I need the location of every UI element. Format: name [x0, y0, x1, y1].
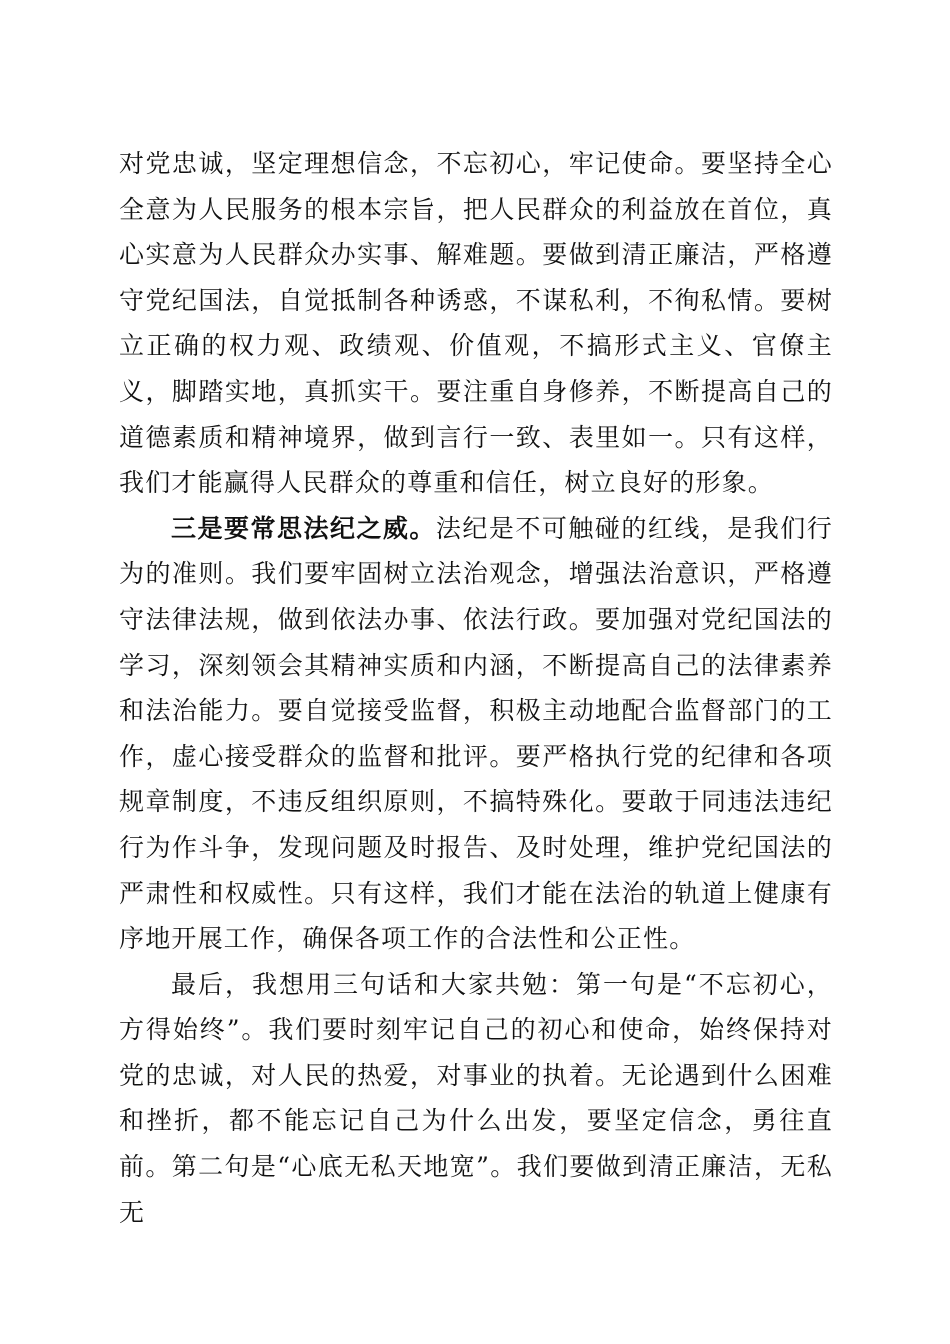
- paragraph-text: 法纪是不可触碰的红线，是我们行为的准则。我们要牢固树立法治观念，增强法治意识，严格遵守法律法规，做到依法办事、依法行政。要加强对党纪国法的学习，深刻领会其精神实质和内涵，不断提高自己的法律素养和法治能力。要自觉接受监督，积极主动地配合监督部门的工作，虚心接受群众的监督和批评。要严格执行党的纪律和各项规章制度，不违反组织原则，不搞特殊化。要敢于同违法违纪行为作斗争，发现问题及时报告、及时处理，维护党纪国法的严肃性和权威性。只有这样，我们才能在法治的轨道上健康有序地开展工作，确保各项工作的合法性和公正性。: [119, 513, 833, 954]
- section-heading: 三是要常思法纪之威。: [171, 513, 436, 543]
- paragraph-text: 最后，我想用三句话和大家共勉：第一句是“不忘初心，方得始终”。我们要时刻牢记自己的初心和使命，始终保持对党的忠诚，对人民的热爱，对事业的执着。无论遇到什么困难和挫折，都不能忘记自己为什么出发，要坚定信念，勇往直前。第二句是“心底无私天地宽”。我们要做到清正廉洁，无私无: [119, 969, 833, 1227]
- paragraph-closing: [119, 962, 833, 1236]
- paragraph-continued: [119, 141, 833, 506]
- document-body: [119, 141, 833, 1235]
- paragraph-text: 对党忠诚，坚定理想信念，不忘初心，牢记使命。要坚持全心全意为人民服务的根本宗旨，把人民群众的利益放在首位，真心实意为人民群众办实事、解难题。要做到清正廉洁，严格遵守党纪国法，自觉抵制各种诱惑，不谋私利，不徇私情。要树立正确的权力观、政绩观、价值观，不搞形式主义、官僚主义，脚踏实地，真抓实干。要注重自身修养，不断提高自己的道德素质和精神境界，做到言行一致、表里如一。只有这样，我们才能赢得人民群众的尊重和信任，树立良好的形象。: [119, 149, 833, 498]
- paragraph-section-three: [119, 506, 833, 962]
